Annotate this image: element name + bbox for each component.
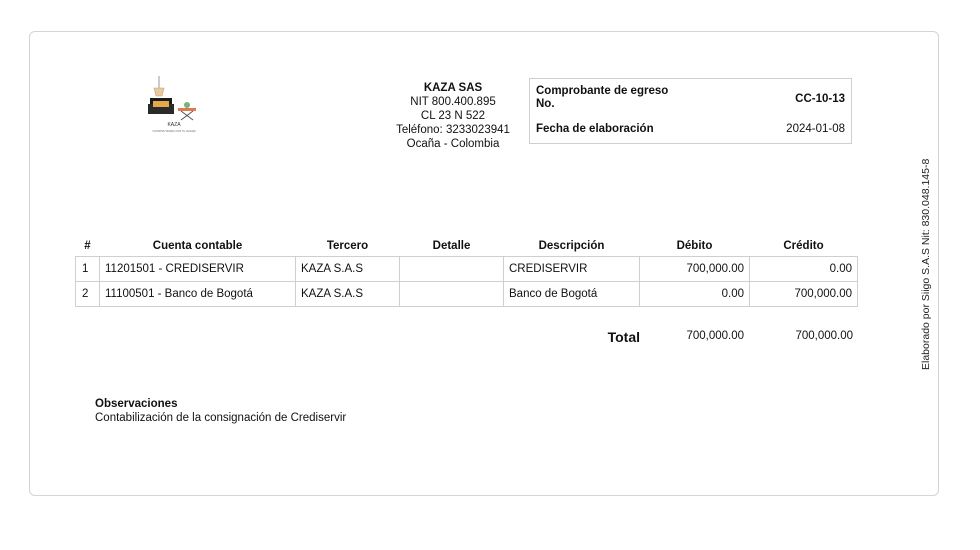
voucher-type-label: Comprobante de egreso No.	[536, 85, 669, 110]
row-debit: 0.00	[640, 282, 750, 307]
row-description: CREDISERVIR	[504, 257, 640, 282]
table-row	[76, 257, 858, 282]
voucher-number: CC-10-13	[795, 93, 845, 105]
row-detail	[400, 257, 504, 282]
table-header-row	[76, 236, 858, 257]
row-index: 1	[76, 257, 100, 282]
observations-text: Contabilización de la consignación de Crediservir	[95, 412, 347, 424]
table-row	[76, 282, 858, 307]
voucher-box	[529, 78, 852, 144]
observations	[95, 397, 346, 425]
row-credit: 0.00	[750, 257, 858, 282]
row-detail	[400, 282, 504, 307]
logo-tagline: CONSTRUYENDO CON TU HOGAR	[152, 130, 196, 133]
sofa-lamp-logo-icon	[144, 74, 204, 138]
company-info	[380, 81, 526, 151]
row-description: Banco de Bogotá	[504, 282, 640, 307]
total-label: Total	[607, 329, 640, 345]
software-credit: Elaborado por Siigo S.A.S Nit: 830.048.145-8	[920, 158, 932, 370]
row-index: 2	[76, 282, 100, 307]
logo-brand: KAZA	[167, 122, 181, 128]
company-city: Ocaña - Colombia	[406, 138, 500, 150]
header-description: Descripción	[538, 240, 605, 252]
row-third-party: KAZA S.A.S	[296, 257, 400, 282]
company-phone: Teléfono: 3233023941	[396, 124, 510, 136]
company-name: KAZA SAS	[423, 82, 483, 94]
date-label: Fecha de elaboración	[536, 123, 654, 135]
row-account: 11100501 - Banco de Bogotá	[100, 282, 296, 307]
row-debit: 700,000.00	[640, 257, 750, 282]
company-address: CL 23 N 522	[420, 110, 486, 122]
observations-title: Observaciones	[95, 398, 178, 410]
company-nit: NIT 800.400.895	[410, 96, 496, 108]
header-debit: Débito	[676, 240, 713, 252]
row-third-party: KAZA S.A.S	[296, 282, 400, 307]
header-detail: Detalle	[432, 240, 471, 252]
total-debit: 700,000.00	[686, 330, 744, 342]
row-account: 11201501 - CREDISERVIR	[100, 257, 296, 282]
total-credit: 700,000.00	[795, 330, 853, 342]
header-credit: Crédito	[783, 240, 824, 252]
header-account: Cuenta contable	[152, 240, 243, 252]
header-third-party: Tercero	[326, 240, 369, 252]
entries-table	[75, 236, 858, 307]
row-credit: 700,000.00	[750, 282, 858, 307]
voucher-date: 2024-01-08	[786, 123, 845, 135]
header-index: #	[84, 240, 91, 252]
company-logo	[144, 74, 204, 138]
